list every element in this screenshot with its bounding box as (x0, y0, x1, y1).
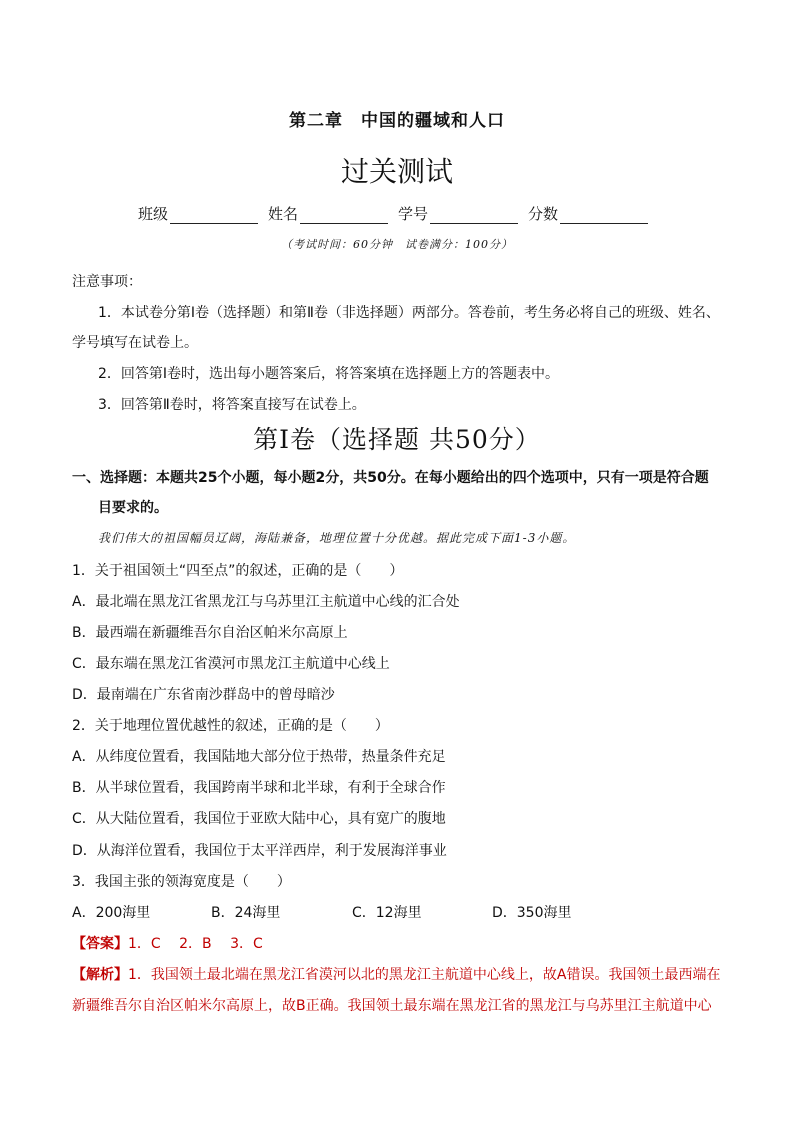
analysis-label: 【解析】 (72, 967, 128, 983)
student-id-label: 学号 (398, 205, 429, 223)
question-2-stem: 2．关于地理位置优越性的叙述，正确的是（ ） (72, 718, 389, 734)
note-item-1: 1．本试卷分第Ⅰ卷（选择题）和第Ⅱ卷（非选择题）两部分。答卷前，考生务必将自己的班级、姓名、 (98, 305, 720, 321)
score-field (528, 203, 648, 224)
question-3-option-c: C．12海里 (352, 905, 422, 921)
question-1-option-a: A．最北端在黑龙江省黑龙江与乌苏里江主航道中心线的汇合处 (72, 594, 460, 610)
analysis-text-1: 1．我国领土最北端在黑龙江省漠河以北的黑龙江主航道中心线上，故A错误。我国领土最西端在 (128, 967, 721, 983)
question-1-option-d: D．最南端在广东省南沙群岛中的曾母暗沙 (72, 687, 335, 703)
section-title: 第Ⅰ卷（选择题 共50分） (253, 425, 541, 454)
notes-heading: 注意事项： (72, 274, 142, 290)
question-3-option-d: D．350海里 (492, 905, 572, 921)
analysis-line-2: 新疆维吾尔自治区帕米尔高原上，故B正确。我国领土最东端在黑龙江省的黑龙江与乌苏里江主航道中心 (72, 998, 712, 1014)
score-label: 分数 (528, 205, 559, 223)
question-2-option-a: A．从纬度位置看，我国陆地大部分位于热带，热量条件充足 (72, 749, 446, 765)
answer-line (72, 933, 263, 953)
name-field (268, 203, 388, 224)
student-id-blank (430, 207, 518, 224)
score-blank (560, 207, 648, 224)
question-3-option-a: A．200海里 (72, 905, 151, 921)
class-blank (170, 207, 258, 224)
note-item-1-cont: 学号填写在试卷上。 (72, 335, 198, 351)
answer-label: 【答案】 (72, 936, 128, 952)
student-info-row (138, 203, 658, 224)
name-blank (300, 207, 388, 224)
page-title: 过关测试 (340, 155, 453, 188)
name-label: 姓名 (268, 205, 299, 223)
chapter-title: 第二章 中国的疆域和人口 (289, 111, 505, 131)
note-item-2: 2．回答第Ⅰ卷时，选出每小题答案后，将答案填在选择题上方的答题表中。 (98, 366, 560, 382)
answer-text: 1．C 2．B 3．C (128, 936, 263, 952)
question-3-option-b: B．24海里 (211, 905, 281, 921)
question-2-option-d: D．从海洋位置看，我国位于太平洋西岸，利于发展海洋事业 (72, 843, 447, 859)
question-2-option-c: C．从大陆位置看，我国位于亚欧大陆中心，具有宽广的腹地 (72, 811, 446, 827)
question-1-option-b: B．最西端在新疆维吾尔自治区帕米尔高原上 (72, 625, 348, 641)
section-instruction-cont: 目要求的。 (98, 500, 168, 516)
question-group-intro: 我们伟大的祖国幅员辽阔，海陆兼备，地理位置十分优越。据此完成下面1-3小题。 (98, 531, 576, 545)
student-id-field (398, 203, 518, 224)
question-1-option-c: C．最东端在黑龙江省漠河市黑龙江主航道中心线上 (72, 656, 390, 672)
question-3-stem: 3．我国主张的领海宽度是（ ） (72, 874, 291, 890)
class-label: 班级 (138, 205, 169, 223)
exam-info: （考试时间：60分钟 试卷满分：100分） (281, 238, 513, 251)
analysis-line-1 (72, 964, 720, 984)
section-instruction: 一、选择题：本题共25个小题，每小题2分，共50分。在每小题给出的四个选项中，只有一项是符合题 (72, 470, 709, 486)
note-item-3: 3．回答第Ⅱ卷时，将答案直接写在试卷上。 (98, 397, 366, 413)
class-field (138, 203, 258, 224)
question-1-stem: 1．关于祖国领土“四至点”的叙述，正确的是（ ） (72, 563, 404, 579)
question-2-option-b: B．从半球位置看，我国跨南半球和北半球，有利于全球合作 (72, 780, 446, 796)
